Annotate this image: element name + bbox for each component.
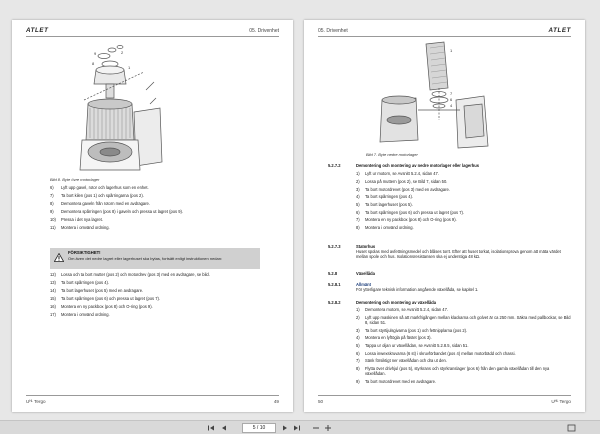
step-text: Lyft ur motorn, se Avsnitt 5.2.4, sidan 47. — [365, 171, 439, 177]
step-list-a — [50, 186, 280, 235]
svg-text:1: 1 — [128, 65, 131, 70]
step-number: 9) — [356, 378, 360, 384]
step-text: Ta bort spårringen (pos 6) och pressa ut lagret (pos 7). — [61, 296, 160, 302]
step-text: Lossa och ta bort mutter (pos 2) och motordrev (pos 3) med en avdragare, se bild. — [61, 272, 210, 277]
product-name: Uᴴᴸ Tergo — [551, 399, 571, 404]
step-number: 2) — [356, 178, 360, 184]
step-text: Ta bort lagerhuset (pos 5) med en avdragare. — [61, 288, 144, 294]
section-5-2-8 — [328, 271, 571, 276]
list-item — [50, 202, 280, 207]
step-number: 14) — [50, 288, 56, 294]
section-heading: Allmänt — [356, 282, 372, 287]
step-list-b — [50, 273, 280, 322]
step-number: 4) — [356, 194, 360, 200]
step-text: Montera en ny packbox (pos 8) och O-ring (pos 9). — [365, 217, 457, 223]
list-item — [356, 343, 571, 348]
step-number: 7) — [356, 358, 360, 364]
fit-page-icon[interactable] — [567, 424, 576, 432]
step-text: Montera i omvänd ordning. — [61, 225, 110, 231]
brand-logo: ATLET — [548, 27, 571, 34]
list-item — [50, 226, 280, 231]
step-number: 8) — [356, 225, 360, 231]
section-title: 05. Drivenhet — [249, 28, 279, 34]
step-text: Ta bort styrtijulsgivarna (pos 1) och fettnipplarna (pos 2). — [365, 327, 468, 333]
list-item — [50, 273, 280, 278]
svg-text:7: 7 — [450, 91, 453, 96]
list-item — [50, 297, 280, 302]
list-item — [50, 210, 280, 215]
step-number: 7) — [50, 193, 54, 199]
step-text: Montera en ny packbox (pos 8) och O-ring (pos 9). — [61, 304, 153, 310]
step-text: Ta bort lagerhuset (pos 5). — [365, 201, 413, 207]
list-item — [356, 307, 571, 312]
list-item — [356, 217, 571, 222]
step-text: Lyft upp gavel, rotor och lagerhus som en enhet. — [61, 185, 149, 190]
list-item — [50, 305, 280, 310]
list-item — [356, 315, 571, 325]
step-text: Lyft upp maskinen så att markfrigången mellan klackarna och golvet är ca 250 mm. Säkra med pallbockar, se Bild 8, sidan 51. — [365, 314, 571, 325]
step-text: Ta bort spårringen (pos 4). — [365, 194, 414, 200]
svg-text:6: 6 — [450, 97, 453, 102]
section-heading: Statorhus — [356, 244, 376, 249]
section-number: 5.2.8.1 — [328, 282, 341, 287]
lower-motor-bearing-figure — [364, 40, 504, 150]
section-5-2-7-2 — [328, 163, 571, 233]
step-text: Montera i omvänd ordning. — [365, 225, 414, 231]
step-number: 3) — [356, 186, 360, 192]
list-item — [356, 171, 571, 176]
step-text: Ta bort kilen (pos 1) och spårringarna (pos 2). — [61, 193, 144, 199]
list-item — [50, 313, 280, 318]
list-item — [50, 218, 280, 223]
step-text: Montera i omvänd ordning. — [61, 312, 110, 318]
step-number: 16) — [50, 304, 56, 310]
step-text: Demontera spårringen (pos 8) i gaveln och pressa ut lagret (pos 9). — [61, 209, 183, 215]
step-number: 4) — [356, 335, 360, 341]
brand-logo: ATLET — [26, 27, 49, 34]
step-number: 17) — [50, 312, 56, 318]
svg-text:9: 9 — [94, 51, 97, 56]
document-page-right — [304, 20, 585, 412]
step-number: 6) — [50, 185, 54, 190]
current-page: 5 — [252, 425, 256, 431]
step-number: 1) — [356, 307, 360, 313]
caution-title: FÖRSIKTIGHET! — [68, 250, 101, 255]
section-heading: Växellåda — [356, 271, 375, 276]
svg-text:2: 2 — [121, 50, 124, 55]
section-text: Huset spolas med avfettningsmedel och blåses torrt. Efter att huset torkat, isolationsprova genom att mäta värdet mellan spole och hus. Isolationsresistansen ska ej understiga 48 kΩ. — [356, 249, 561, 260]
svg-text:4: 4 — [450, 103, 453, 108]
section-5-2-7-3 — [328, 244, 571, 259]
figure-caption: Bild 8. Byte övre motorlager — [50, 177, 100, 182]
list-item — [50, 186, 280, 191]
step-text: Ta bort motordrevet (pos 3) med en avdragare. — [365, 186, 450, 192]
step-text: Tappa ur oljan ur växellådan, se Avsnitt 5.2.8.5, sidan 51. — [365, 343, 469, 349]
page-header — [318, 27, 571, 37]
list-item — [356, 210, 571, 215]
step-number: 2) — [356, 314, 360, 320]
page-number: 50 — [318, 399, 324, 404]
zoom-in-icon[interactable] — [324, 424, 332, 432]
section-heading: Demontering och montering av nedre motorlager eller lagerhus — [356, 163, 480, 168]
section-title: 05. Drivenhet — [318, 28, 348, 34]
next-page-icon[interactable] — [281, 424, 289, 432]
svg-text:8: 8 — [92, 61, 95, 66]
page-number: 49 — [273, 399, 279, 404]
step-number: 11) — [50, 225, 56, 231]
list-item — [356, 225, 571, 230]
step-text: Ta bort motordrevet med en avdragare. — [365, 378, 436, 384]
list-item — [356, 379, 571, 384]
caution-text: Om även det nedre lagret eller lagerhuset ska bytas, fortsätt enligt instruktionen nedan: — [68, 256, 223, 261]
step-number: 5) — [356, 201, 360, 207]
step-text: Ta bort spårringen (pos 6) och pressa ut lagret (pos 7). — [365, 209, 464, 215]
upper-motor-bearing-figure — [74, 42, 174, 174]
first-page-icon[interactable] — [207, 424, 215, 432]
section-number: 5.2.7.2 — [328, 163, 341, 168]
svg-text:1: 1 — [450, 48, 453, 53]
section-heading: Demontering och montering av växellåda — [356, 300, 437, 305]
step-number: 3) — [356, 327, 360, 333]
section-number: 5.2.7.3 — [328, 244, 341, 249]
list-item — [356, 202, 571, 207]
step-text: Flytta över drivhjul (pos 5), styrkrans och styrkranslager (pos 6) från den gamla växellådan till den nya växellådan. — [365, 366, 550, 377]
step-text: Demontera gaveln från rotorn med en avdragare. — [61, 201, 150, 207]
document-page-left — [12, 20, 293, 412]
list-item — [50, 289, 280, 294]
warning-icon — [54, 253, 64, 262]
list-item — [356, 187, 571, 192]
step-number: 7) — [356, 217, 360, 223]
step-number: 1) — [356, 171, 360, 177]
product-name: Uᴴᴸ Tergo — [26, 399, 46, 404]
step-text: Montera en lyftögla på fästet (pos 3). — [365, 335, 432, 341]
section-number: 5.2.8.2 — [328, 300, 341, 305]
step-text: Pressa i det nya lagret. — [61, 217, 103, 223]
pdf-viewer-toolbar — [0, 420, 600, 434]
list-item — [50, 194, 280, 199]
step-number: 6) — [356, 209, 360, 215]
list-item — [356, 351, 571, 356]
step-number: 12) — [50, 272, 56, 277]
list-item — [356, 179, 571, 184]
step-number: 10) — [50, 217, 56, 223]
step-number: 6) — [356, 350, 360, 356]
list-item — [356, 328, 571, 333]
zoom-out-icon[interactable] — [312, 424, 320, 432]
step-text: Ta bort spårringen (pos 4). — [61, 280, 110, 286]
step-number: 5) — [356, 343, 360, 349]
section-text: För ytterligare teknisk information angående växellåda, se kapitel 1. — [356, 287, 479, 293]
page-header — [26, 27, 279, 37]
step-text: Sänk försiktigt ner växellådan och dra ut den. — [365, 358, 447, 364]
last-page-icon[interactable] — [293, 424, 301, 432]
list-item — [356, 358, 571, 363]
step-number: 13) — [50, 280, 56, 286]
step-text: Lossa på muttern (pos 2), se Bild 7, sidan 50. — [365, 178, 448, 184]
page-separator: / — [256, 425, 259, 431]
prev-page-icon[interactable] — [220, 424, 228, 432]
figure-caption: Bild 7. Byte nedre motorlager — [366, 152, 418, 157]
step-number: 9) — [50, 209, 54, 215]
step-number: 8) — [50, 201, 54, 207]
list-item — [356, 366, 571, 376]
section-number: 5.2.8 — [328, 271, 338, 276]
step-text: Demontera motorn, se Avsnitt 5.2.4, sidan 47. — [365, 307, 448, 313]
caution-box — [50, 248, 260, 269]
total-pages: 10 — [259, 425, 266, 431]
list-item — [356, 335, 571, 340]
list-item — [50, 281, 280, 286]
page-footer — [318, 395, 571, 405]
page-number-input[interactable] — [242, 423, 276, 433]
page-footer — [26, 395, 279, 405]
section-5-2-8-2 — [328, 300, 571, 387]
step-text: Lossa inwexskruvarna (6 st) i skruvförbandet (pos 4) mellan motorbädd och chassi. — [365, 350, 516, 356]
list-item — [356, 194, 571, 199]
step-number: 8) — [356, 366, 360, 372]
step-number: 15) — [50, 296, 56, 302]
section-5-2-8-1 — [328, 282, 571, 292]
